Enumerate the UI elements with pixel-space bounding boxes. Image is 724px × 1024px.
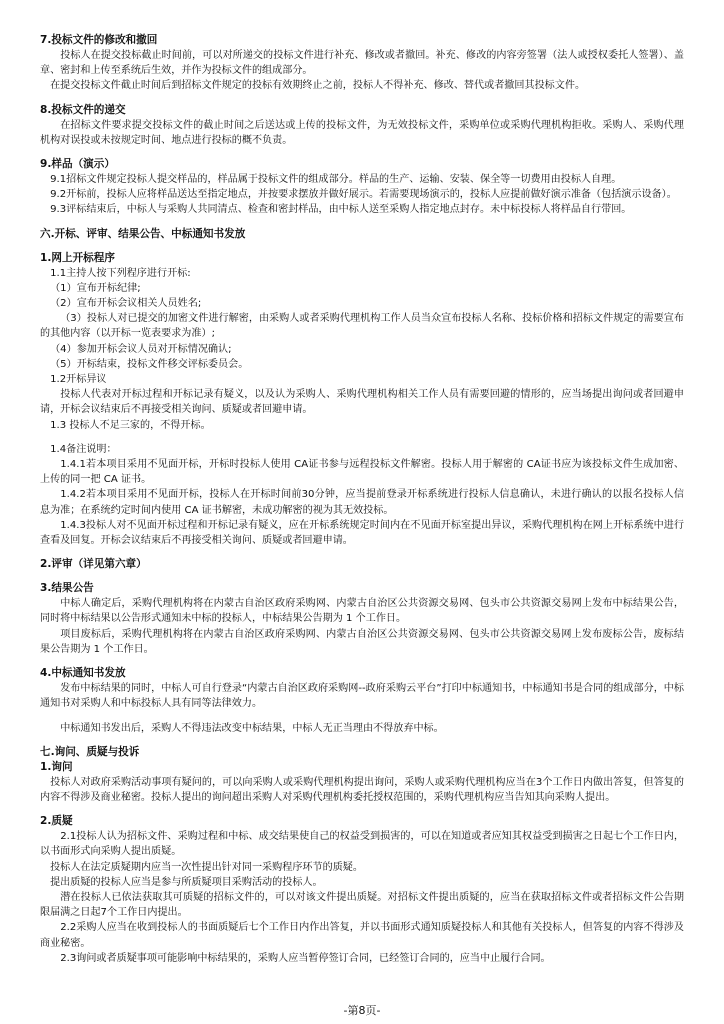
section-9-1-paragraph: 9.1招标文件规定投标人提交样品的，样品属于投标文件的组成部分。样品的生产、运输、安装、保全等一切费用由投标人自理。 [50, 174, 622, 186]
inquiry-paragraph: 投标人对政府采购活动事项有疑问的，可以向采购人或采购代理机构提出询问，采购人或采购代理机构应当在3个工作日内做出答复，但答复的内容不得涉及商业秘密。投标人提出的询问超出采购人对采购代理机构委托授权范围的，采购代理机构应当告知其向采购人提出。 [40, 776, 684, 803]
opening-item-5: （5）开标结束，投标文件移交评标委员会。 [50, 358, 249, 370]
section-7-paragraph-1: 投标人在提交投标截止时间前，可以对所递交的投标文件进行补充、修改或者撤回。补充、修改的内容旁签署（法人或授权委托人签署）、盖章、密封和上传至系统后生效，并作为投标文件的组成部分。 [40, 50, 684, 77]
challenge-2-1: 2.1投标人认为招标文件、采购过程和中标、成交结果使自己的权益受到损害的，可以在知道或者应知其权益受到损害之日起七个工作日内，以书面形式向采购人提出质疑。 [40, 831, 684, 858]
section-9-3-paragraph: 9.3评标结束后，中标人与采购人共同清点、检查和密封样品，由中标人送至采购人指定地点封存。未中标投标人将样品自行带回。 [50, 204, 632, 216]
opening-1-3: 1.3 投标人不足三家的，不得开标。 [50, 419, 211, 431]
opening-procedure-heading: 1.网上开标程序 [40, 251, 115, 264]
spacer [40, 433, 684, 442]
opening-1-2-heading: 1.2开标异议 [50, 374, 107, 386]
section-8-paragraph-1: 在招标文件要求提交投标文件的截止时间之后送达或上传的投标文件，为无效投标文件，采购单位或采购代理机构拒收。采购人、采购代理机构对误投或未按规定时间、地点进行投标的概不负责。 [40, 119, 684, 146]
spacer [40, 712, 684, 721]
opening-1-4-1: 1.4.1若本项目采用不见面开标，开标时投标人使用 CA证书参与远程投标文件解密。投标人用于解密的 CA证书应为该投标文件生成加密、上传的同一把 CA 证书。 [40, 459, 684, 486]
evaluation-heading: 2.评审（详见第六章） [40, 558, 147, 571]
inquiry-heading: 1.询问 [40, 760, 73, 773]
challenge-paragraph-2: 投标人在法定质疑期内应当一次性提出针对同一采购程序环节的质疑。 [50, 861, 363, 873]
challenge-paragraph-3: 提出质疑的投标人应当是参与所质疑项目采购活动的投标人。 [50, 876, 323, 888]
section-7-heading: 7.投标文件的修改和撤回 [40, 34, 158, 46]
opening-1-4-2: 1.4.2若本项目采用不见面开标，投标人在开标时间前30分钟，应当提前登录开标系统进行投标人信息确认，未进行确认的以报名投标人信息为准；在系统约定时间内使用 CA 证书解密，未成功解密的视为其无效投标。 [40, 489, 684, 516]
challenge-paragraph-4: 潜在投标人已依法获取其可质疑的招标文件的，可以对该文件提出质疑。对招标文件提出质疑的，应当在获取招标文件或者招标文件公告期限届满之日起7个工作日内提出。 [40, 891, 684, 919]
award-notice-paragraph-1: 发布中标结果的同时，中标人可自行登录“内蒙古自治区政府采购网--政府采购云平台”打印中标通知书，中标通知书是合同的组成部分，中标通知书对采购人和中标投标人具有同等法律效力。 [40, 683, 684, 710]
opening-1-2-paragraph: 投标人代表对开标过程和开标记录有疑义，以及认为采购人、采购代理机构相关工作人员有需要回避的情形的，应当场提出询问或者回避申请，开标会议结束后不再接受相关询问、质疑或者回避申请。 [40, 389, 684, 416]
section-9-2-paragraph: 9.2开标前，投标人应将样品送达至指定地点，并按要求摆放并做好展示。若需要现场演示的，投标人应提前做好演示准备（包括演示设备）。 [50, 189, 677, 201]
page-number: -第8页- [343, 1004, 381, 1017]
challenge-heading: 2.质疑 [40, 815, 73, 828]
chapter-7-heading: 七.询问、质疑与投诉 [40, 745, 140, 758]
section-9-heading: 9.样品（演示） [40, 158, 115, 171]
section-7-paragraph-2: 在提交投标文件截止时间后到招标文件规定的投标有效期终止之前，投标人不得补充、修改、替代或者撤回其投标文件。 [50, 80, 586, 92]
result-announcement-paragraph-2: 项目废标后，采购代理机构将在内蒙古自治区政府采购网、内蒙古自治区公共资源交易网、包头市公共资源交易网上发布废标公告，废标结果公告期为 1 个工作日。 [40, 628, 684, 655]
opening-item-4: （4）参加开标会议人员对开标情况确认; [50, 343, 232, 355]
opening-1-1: 1.1主持人按下列程序进行开标: [50, 267, 191, 279]
result-announcement-heading: 3.结果公告 [40, 582, 94, 595]
opening-1-4-3: 1.4.3投标人对不见面开标过程和开标记录有疑义，应在开标系统规定时间内在不见面开标室提出异议，采购代理机构在网上开标系统中进行查看及回复。开标会议结束后不再接受相关询问、质疑或者回避申请。 [40, 519, 684, 547]
opening-item-3: （3）投标人对已提交的加密文件进行解密，由采购人或者采购代理机构工作人员当众宣布投标人名称、投标价格和招标文件规定的需要宣布的其他内容（以开标一览表要求为准）; [40, 313, 684, 340]
opening-1-4-heading: 1.4备注说明： [50, 443, 117, 455]
challenge-2-3: 2.3询问或者质疑事项可能影响中标结果的，采购人应当暂停签订合同，已经签订合同的，应当中止履行合同。 [60, 952, 551, 964]
opening-item-2: （2）宣布开标会议相关人员姓名; [50, 298, 202, 310]
opening-item-1: （1）宣布开标纪律; [50, 282, 141, 294]
section-8-heading: 8.投标文件的递交 [40, 103, 126, 116]
result-announcement-paragraph-1: 中标人确定后，采购代理机构将在内蒙古自治区政府采购网、内蒙古自治区公共资源交易网、包头市公共资源交易网上发布中标结果公告，同时将中标结果以公告形式通知未中标的投标人，中标结果公告期为 1 个工作日。 [40, 598, 684, 625]
challenge-2-2: 2.2采购人应当在收到投标人的书面质疑后七个工作日内作出答复，并以书面形式通知质疑投标人和其他有关投标人，但答复的内容不得涉及商业秘密。 [40, 922, 684, 949]
award-notice-heading: 4.中标通知书发放 [40, 667, 126, 680]
award-notice-paragraph-2: 中标通知书发出后，采购人不得违法改变中标结果，中标人无正当理由不得放弃中标。 [60, 722, 444, 734]
chapter-6-heading: 六.开标、评审、结果公告、中标通知书发放 [40, 227, 246, 240]
